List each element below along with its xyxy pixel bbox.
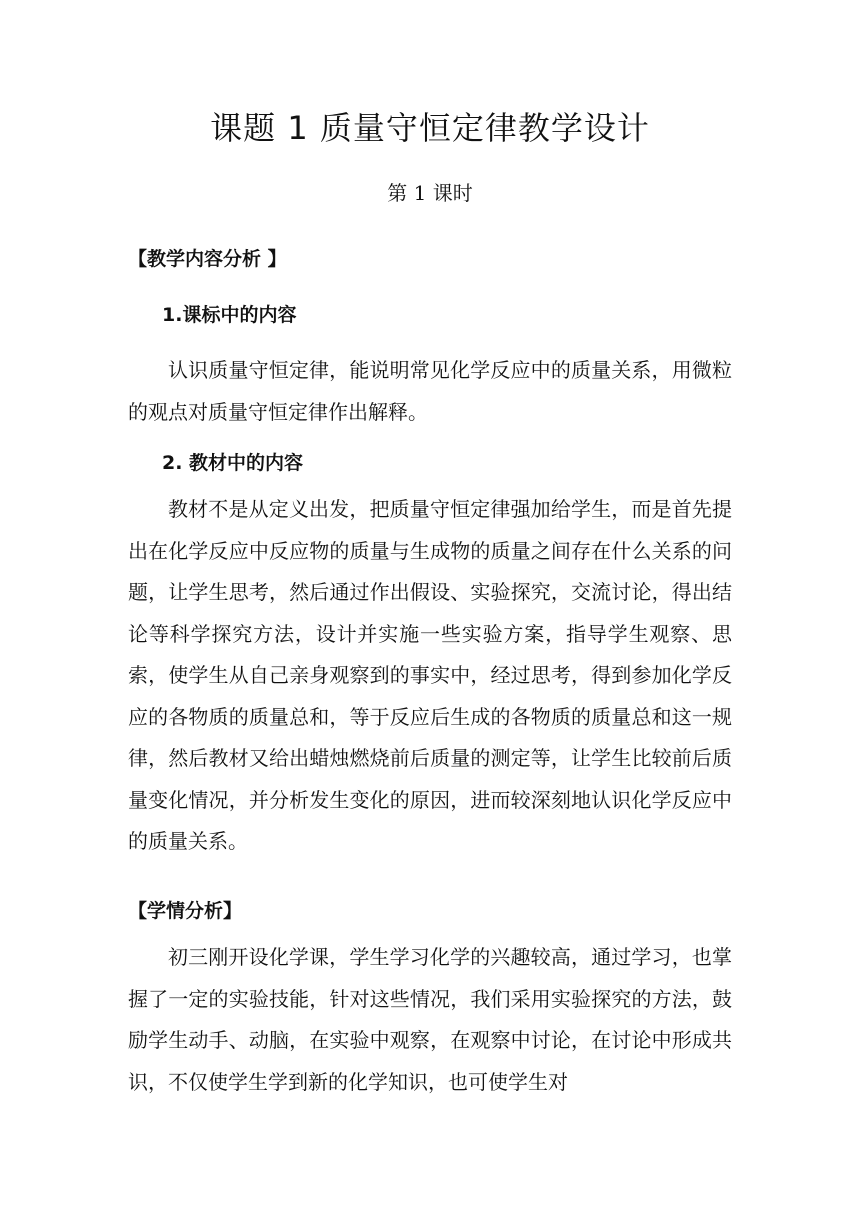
paragraph-student-analysis: 初三刚开设化学课，学生学习化学的兴趣较高，通过学习，也掌握了一定的实验技能，针对这些情况，我们采用实验探究的方法，鼓励学生动手、动脑，在实验中观察，在观察中讨论，在讨论中形成共识，不仅使学生学到新的化学知识，也可使学生对 [128, 945, 732, 1094]
section-heading-content-analysis: 【教学内容分析 】 [128, 248, 287, 270]
paragraph-textbook: 教材不是从定义出发，把质量守恒定律强加给学生，而是首先提出在化学反应中反应物的质量与生成物的质量之间存在什么关系的问题，让学生思考，然后通过作出假设、实验探究，交流讨论，得出结论等科学探究方法，设计并实施一些实验方案，指导学生观察、思索，使学生从自己亲身观察到的事实中，经过思考，得到参加化学反应的各物质的质量总和，等于反应后生成的各物质的质量总和这一规律，然后教材又给出蜡烛燃烧前后质量的测定等，让学生比较前后质量变化情况，并分析发生变化的原因，进而较深刻地认识化学反应中的质量关系。 [128, 497, 732, 853]
lesson-period: 第 1 课时 [387, 181, 473, 205]
document-title: 课题 1 质量守恒定律教学设计 [210, 109, 650, 147]
subheading-textbook: 2. 教材中的内容 [162, 452, 304, 474]
paragraph-curriculum: 认识质量守恒定律，能说明常见化学反应中的质量关系，用微粒的观点对质量守恒定律作出解释。 [128, 358, 732, 424]
subheading-curriculum: 1.课标中的内容 [162, 304, 297, 326]
section-heading-student-analysis: 【学情分析】 [128, 900, 243, 922]
